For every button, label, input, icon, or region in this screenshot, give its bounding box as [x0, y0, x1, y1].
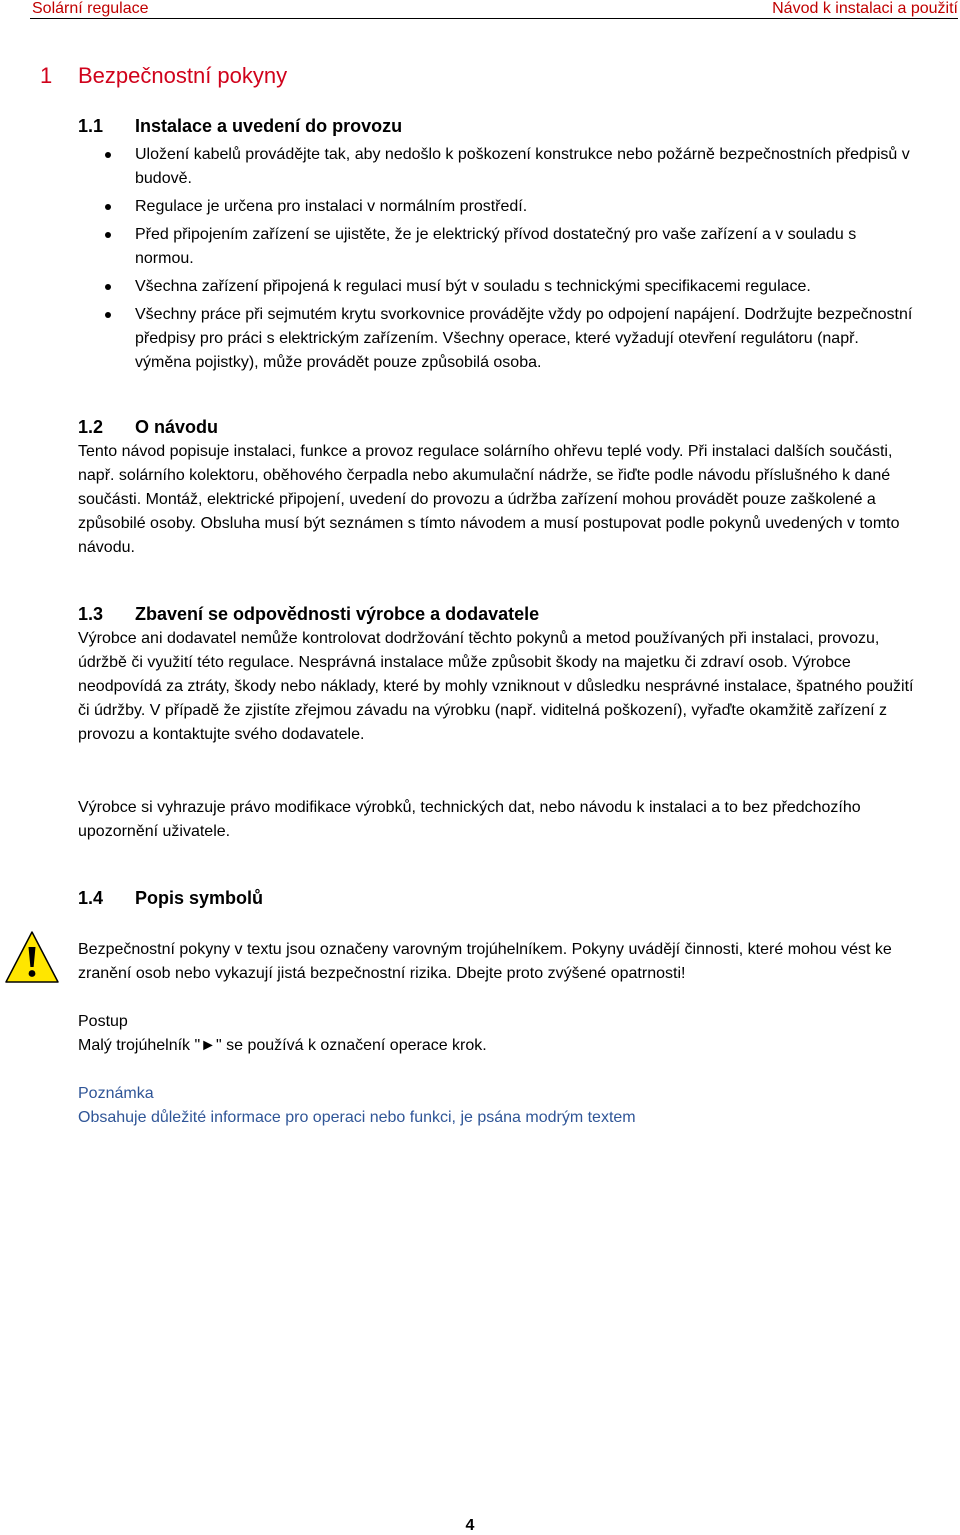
list-item — [78, 143, 918, 191]
section-heading — [40, 63, 287, 89]
subsection-heading-1-2 — [78, 416, 218, 438]
list-item-text: Před připojením zařízení se ujistěte, že je elektrický přívod dostatečný pro vaše zařízení a v souladu s normou. — [135, 226, 857, 267]
note-description: Obsahuje důležité informace pro operaci nebo funkci, je psána modrým textem — [78, 1109, 636, 1126]
subsection-heading-1-1 — [78, 115, 402, 137]
header-divider — [30, 18, 958, 19]
about-manual-paragraph: Tento návod popisuje instalaci, funkce a provoz regulace solárního ohřevu teplé vody. Při instalaci dalších součásti, např. solárního kolektoru, oběhového čerpadla nebo akumulační nádrže, se řiďte podle návodu příslušného k dané součásti. Montáž, elektrické připojení, uvedení do provozu a údržba zařízení mohou provádět pouze zaškolené a způsobilé osoby. Obsluha musí být seznámen s tímto návodem a musí postupovat podle pokynů uvedených v tomto návodu. — [78, 443, 900, 556]
subsection-heading-1-3 — [78, 603, 539, 625]
list-item — [78, 275, 918, 299]
subsection-title: Popis symbolů — [135, 888, 264, 908]
modification-paragraph: Výrobce si vyhrazuje právo modifikace výrobků, technických dat, nebo návodu k instalaci a to bez předchozího upozornění uživatele. — [78, 799, 861, 840]
list-item-text: Všechna zařízení připojená k regulaci musí být v souladu s technickými specifikacemi regulace. — [135, 278, 811, 295]
bullet-icon — [105, 152, 111, 158]
note-title: Poznámka — [78, 1085, 154, 1102]
subsection-title: O návodu — [135, 417, 219, 437]
warning-description: Bezpečnostní pokyny v textu jsou označeny varovným trojúhelníkem. Pokyny uvádějí činnosti, které mohou vést ke zranění osob nebo vykazují jistá bezpečnostní rizika. Dbejte proto zvýšené opatrnosti! — [78, 941, 892, 982]
subsection-number: 1.2 — [78, 417, 104, 437]
list-item — [78, 195, 918, 219]
bullet-icon — [105, 312, 111, 318]
liability-paragraph: Výrobce ani dodavatel nemůže kontrolovat dodržování těchto pokynů a metod používaných při instalaci, provozu, údržbě či využití této regulace. Nesprávná instalace může způsobit škody na majetku či zdraví osob. Výrobce neodpovídá za ztráty, škody nebo náklady, které by mohly vzniknout v důsledku nesprávné instalace, špatného použití či údržby. V případě že zjistíte zřejmou závadu na výrobku (např. viditelná poškození), vyřaďte okamžitě zařízení z provozu a kontaktujte svého dodavatele. — [78, 630, 914, 743]
section-title: Bezpečnostní pokyny — [78, 63, 288, 88]
subsection-title: Instalace a uvedení do provozu — [135, 116, 403, 136]
subsection-number: 1.4 — [78, 888, 104, 908]
bullet-icon — [105, 204, 111, 210]
subsection-number: 1.3 — [78, 604, 104, 624]
warning-triangle-icon — [4, 930, 60, 984]
procedure-description: Malý trojúhelník "►" se používá k označení operace krok. — [78, 1037, 487, 1054]
list-item-text: Regulace je určena pro instalaci v normálním prostředí. — [135, 198, 528, 215]
list-item — [78, 303, 918, 375]
subsection-title: Zbavení se odpovědnosti výrobce a dodavatele — [135, 604, 540, 624]
list-item-text: Uložení kabelů provádějte tak, aby nedošlo k poškození konstrukce nebo požárně bezpečnostních předpisů v budově. — [135, 146, 910, 187]
header-left-title: Solární regulace — [32, 0, 149, 17]
safety-bullet-list — [78, 143, 918, 379]
subsection-number: 1.1 — [78, 116, 104, 136]
list-item — [78, 223, 918, 271]
procedure-title: Postup — [78, 1013, 128, 1030]
bullet-icon — [105, 232, 111, 238]
bullet-icon — [105, 284, 111, 290]
list-item-text: Všechny práce při sejmutém krytu svorkovnice provádějte vždy po odpojení napájení. Dodržujte bezpečnostní předpisy pro práci s elektrickým zařízením. Všechny operace, které vyžadují otevření regulátoru (např. výměna pojistky), může provádět pouze způsobilá osoba. — [135, 306, 913, 371]
subsection-heading-1-4 — [78, 887, 263, 909]
page-number: 4 — [465, 1517, 475, 1534]
header-right-title: Návod k instalaci a použití — [772, 0, 958, 17]
section-number: 1 — [40, 63, 53, 88]
